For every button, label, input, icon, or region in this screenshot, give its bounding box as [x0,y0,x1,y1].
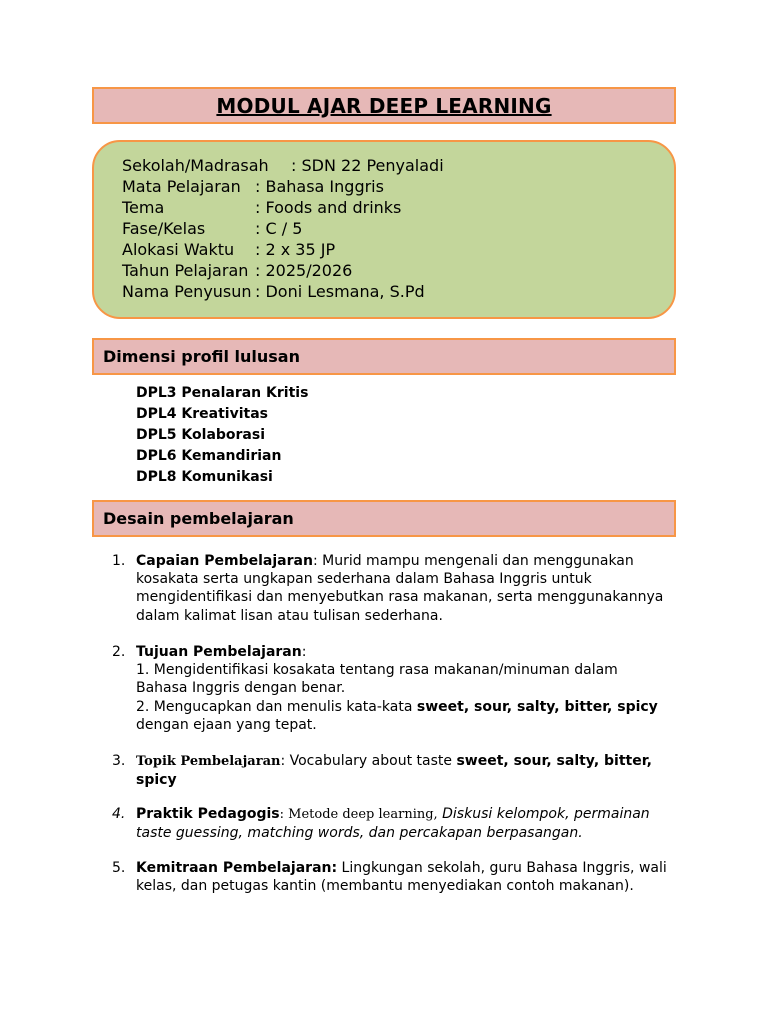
info-value: : SDN 22 Penyaladi [291,156,444,175]
item-number: 4. [112,806,126,822]
item-number: 1. [112,553,126,569]
info-row-sekolah [122,156,444,176]
info-label: Tahun Pelajaran [122,261,249,280]
info-row-fase [122,219,303,239]
item-colon: : [279,807,289,822]
info-value: : 2025/2026 [255,261,353,280]
list-item: DPL5 Kolaborasi [136,427,266,443]
item-text-italic: Diskusi kelompok, permainan taste guessing, matching words, dan percakapan berpasangan. [136,806,650,842]
page-title: MODUL AJAR DEEP LEARNING [216,93,552,118]
info-label: Mata Pelajaran [122,177,241,196]
info-value: : Doni Lesmana, S.Pd [255,282,425,301]
item-number: 5. [112,860,126,876]
item-text: Lingkungan sekolah, guru Bahasa Inggris, wali kelas, dan petugas kantin (membantu menyediakan contoh makanan). [136,860,667,895]
info-label: Sekolah/Madrasah [122,156,269,175]
item-text: 1. Mengidentifikasi kosakata tentang rasa makanan/minuman dalam Bahasa Inggris dengan benar. [136,662,618,697]
info-label: Fase/Kelas [122,219,206,238]
item-text: Metode deep learning, [288,807,438,822]
info-row-penyusun [122,282,425,302]
item-text: Murid mampu mengenali dan menggunakan kosakata serta ungkapan sederhana dalam Bahasa Inggris untuk mengidentifikasi dan menyebutkan rasa makanan, serta menggunakannya dalam kalimat lisan atau tulisan sederhana. [136,553,664,624]
title-bar [92,87,676,124]
list-item [112,805,672,842]
info-value: : Bahasa Inggris [255,177,384,196]
section-desain [92,500,676,537]
item-text: dengan ejaan yang tepat. [136,716,317,733]
item-number: 2. [112,644,126,660]
item-colon: : [312,553,318,569]
list-item: DPL4 Kreativitas [136,406,269,422]
info-value: : C / 5 [255,219,303,238]
item-label: Topik Pembelajaran [136,754,281,769]
item-label: Praktik Pedagogis [136,806,280,822]
item-label: Kemitraan Pembelajaran: [136,860,338,876]
section-heading: Dimensi profil lulusan [103,347,300,366]
item-text-bold: sweet, sour, salty, bitter, spicy [136,753,652,789]
info-label: Nama Penyusun [122,282,252,301]
list-item [112,752,672,789]
list-item: DPL8 Komunikasi [136,469,273,485]
item-colon: : [301,644,307,660]
item-text: 2. Mengucapkan dan menulis kata-kata [136,698,417,715]
item-label: Tujuan Pembelajaran [136,644,302,660]
item-number: 3. [112,753,126,769]
info-label: Alokasi Waktu [122,240,235,259]
info-row-tema [122,198,402,218]
info-value: : Foods and drinks [255,198,402,217]
list-item: DPL3 Penalaran Kritis [136,385,309,401]
section-dimensi [92,338,676,375]
identity-box [92,140,676,319]
list-item [112,552,672,625]
list-item [112,859,672,895]
item-text: : Vocabulary about taste [280,753,457,769]
item-label: Capaian Pembelajaran [136,553,313,569]
list-item [112,643,672,734]
dpl-list [136,383,308,488]
item-text-bold: sweet, sour, salty, bitter, spicy [416,698,658,715]
info-row-alokasi [122,240,336,260]
info-label: Tema [122,198,165,217]
info-row-mapel [122,177,384,197]
info-value: : 2 x 35 JP [255,240,336,259]
section-heading: Desain pembelajaran [103,509,294,528]
list-item: DPL6 Kemandirian [136,448,282,464]
info-row-tahun [122,261,353,281]
